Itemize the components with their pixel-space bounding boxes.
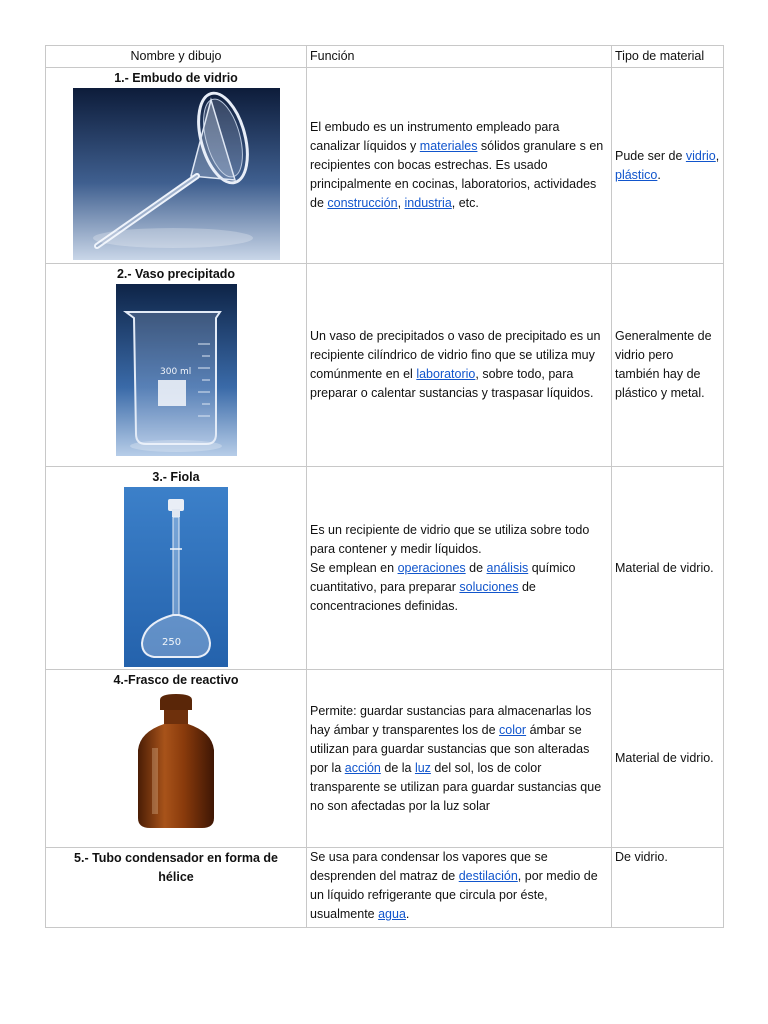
name-cell xyxy=(46,264,307,467)
hyperlink[interactable]: construcción xyxy=(327,196,398,210)
hyperlink[interactable]: vidrio xyxy=(685,148,716,163)
material-cell xyxy=(612,467,724,670)
material-text: Material de vidrio. xyxy=(615,751,714,765)
hyperlink[interactable]: plástico xyxy=(615,167,658,182)
item-name: 2.- Vaso precipitado xyxy=(116,267,236,281)
hyperlink[interactable]: destilación xyxy=(458,869,518,883)
beaker-volume-label: 300 ml xyxy=(159,367,191,377)
function-cell xyxy=(307,670,612,848)
hyperlink[interactable]: agua xyxy=(378,907,406,921)
hyperlink[interactable]: industria xyxy=(404,196,452,210)
hyperlink[interactable]: soluciones xyxy=(459,579,519,594)
item-name: 1.- Embudo de vidrio xyxy=(114,71,238,85)
table-row xyxy=(46,848,724,928)
volumetric-flask-image xyxy=(124,487,228,667)
header-row xyxy=(46,46,724,68)
function-text: El embudo es un instrumento empleado para canalizar líquidos y materiales sólidos granulare s en recipientes con bocas estrechas. Es usado principalmente en cocinas, laboratorios, actividades de construcción, industria, etc. xyxy=(310,120,604,210)
name-cell xyxy=(46,68,307,264)
function-cell xyxy=(307,264,612,467)
function-text: Es un recipiente de vidrio que se utiliza sobre todo para contener y medir líquidos. Se emplean en operaciones de análisis químico cuantitativo, para preparar soluciones de concentraciones definidas. xyxy=(310,522,590,613)
hyperlink[interactable]: análisis xyxy=(486,560,529,575)
beaker-image xyxy=(116,284,237,456)
table-row xyxy=(46,670,724,848)
name-cell xyxy=(46,467,307,670)
function-text: Se usa para condensar los vapores que se desprenden del matraz de destilación, por medio de un líquido refrigerante que circula por éste, usualmente agua. xyxy=(310,850,598,921)
lab-materials-table xyxy=(45,45,724,928)
header-function-column: Función xyxy=(307,46,612,68)
flask-volume-label: 250 xyxy=(162,637,182,648)
hyperlink[interactable]: laboratorio xyxy=(416,367,476,381)
material-text: Material de vidrio. xyxy=(615,560,714,575)
header-material-column: Tipo de material xyxy=(612,46,724,68)
function-text: Un vaso de precipitados o vaso de precipitado es un recipiente cilíndrico de vidrio fino que se utiliza muy comúnmente en el laboratorio, sobre todo, para preparar o calentar sustancias y traspasar líquidos. xyxy=(310,329,601,400)
function-text: Permite: guardar sustancias para almacenarlas los hay ámbar y transparentes los de color ámbar se utilizan para guardar sustancias que son alteradas por la acción de la luz del sol, los de color transparente se utilizan para guardar sustancias que no son afectadas por la luz solar xyxy=(310,703,602,813)
hyperlink[interactable]: operaciones xyxy=(397,560,466,575)
material-text: Pude ser de vidrio, plástico. xyxy=(615,148,720,182)
item-name: 4.-Frasco de reactivo xyxy=(113,673,239,687)
material-text: Generalmente de vidrio pero también hay de plástico y metal. xyxy=(615,329,712,400)
material-cell xyxy=(612,68,724,264)
glass-funnel-image xyxy=(73,88,280,260)
hyperlink[interactable]: materiales xyxy=(419,139,478,153)
material-text: De vidrio. xyxy=(615,850,668,864)
table-row xyxy=(46,467,724,670)
function-cell xyxy=(307,467,612,670)
header-name-column: Nombre y dibujo xyxy=(46,46,307,68)
item-name: 5.- Tubo condensador en forma de hélice xyxy=(74,851,278,884)
material-cell xyxy=(612,848,724,928)
material-cell xyxy=(612,264,724,467)
name-cell xyxy=(46,848,307,928)
hyperlink[interactable]: color xyxy=(499,722,527,737)
hyperlink[interactable]: acción xyxy=(344,760,381,775)
amber-reagent-bottle-image xyxy=(116,690,236,836)
table-row xyxy=(46,68,724,264)
table-row xyxy=(46,264,724,467)
item-name: 3.- Fiola xyxy=(152,470,200,484)
name-cell xyxy=(46,670,307,848)
function-cell xyxy=(307,68,612,264)
material-cell xyxy=(612,670,724,848)
function-cell xyxy=(307,848,612,928)
hyperlink[interactable]: luz xyxy=(414,760,431,775)
